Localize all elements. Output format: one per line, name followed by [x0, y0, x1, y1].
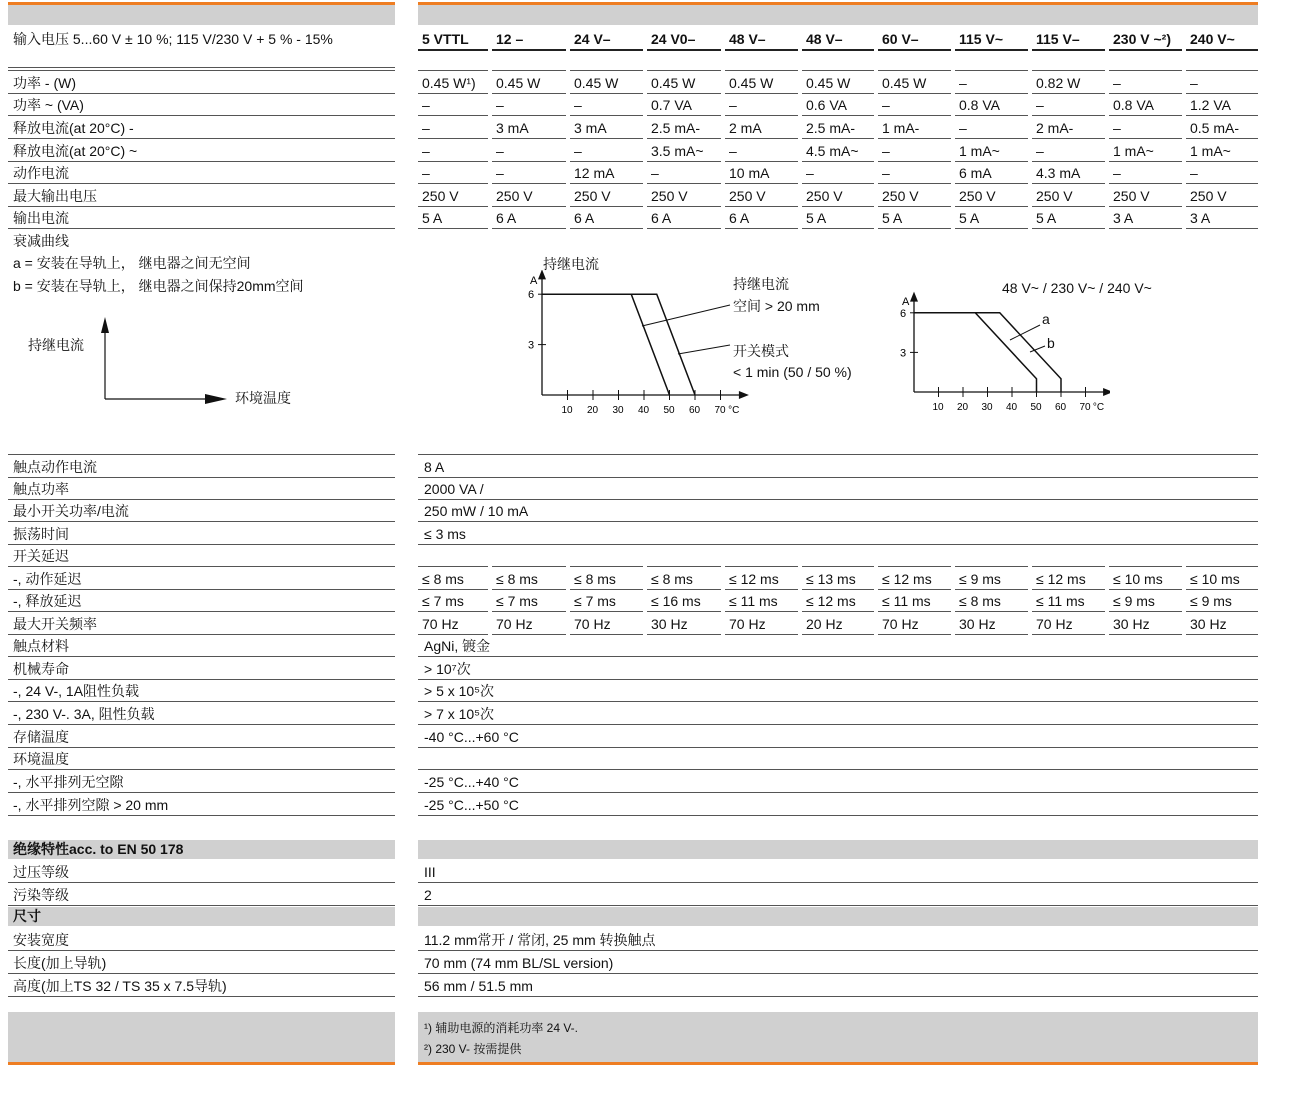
- spec-value: –: [878, 162, 951, 184]
- chart1-label-continuous: 持继电流: [733, 276, 789, 292]
- spec-value: 0.82 W: [1032, 72, 1105, 94]
- spec-value: –: [725, 94, 798, 116]
- x-tick-label: 40: [1006, 402, 1018, 413]
- switch-value: ≤ 8 ms: [570, 568, 643, 590]
- spec-value: 5 A: [1032, 207, 1105, 229]
- x-unit-label: °C: [1092, 402, 1105, 413]
- spec-value: –: [1186, 72, 1258, 94]
- header-spacer-cell: [492, 49, 566, 71]
- leader-line: [642, 305, 730, 326]
- spec-value: 5 A: [955, 207, 1028, 229]
- switch-value: ≤ 10 ms: [1186, 568, 1258, 590]
- spec-value: –: [955, 117, 1028, 139]
- voltage-header-cell: 48 V–: [802, 27, 874, 51]
- footer-bar-left: [8, 1012, 395, 1062]
- axis-x-legend: 环境温度: [235, 390, 291, 406]
- spec-value: –: [878, 94, 951, 116]
- voltage-header-cell: 60 V–: [878, 27, 951, 51]
- switch-value: ≤ 8 ms: [647, 568, 721, 590]
- x-tick-label: 30: [981, 402, 993, 413]
- spec-value: 0.45 W: [492, 72, 566, 94]
- y-tick-label: 6: [528, 289, 535, 302]
- spec-value: 5 A: [802, 207, 874, 229]
- switch-value: 70 Hz: [418, 613, 488, 635]
- spec-value: –: [570, 140, 643, 162]
- spec-value: 3 A: [1186, 207, 1258, 229]
- series-line: [914, 313, 1061, 392]
- axis-y-legend: 持继电流: [28, 337, 84, 353]
- y-tick-label: 3: [900, 347, 907, 360]
- contact-label: 触点功率: [8, 478, 395, 500]
- voltage-header-cell: 115 V~: [955, 27, 1028, 51]
- spec-value: 2 mA-: [1032, 117, 1105, 139]
- spec-label: 最大输出电压: [8, 185, 395, 207]
- spec-value: –: [1032, 94, 1105, 116]
- spec-value: 0.5 mA-: [1186, 117, 1258, 139]
- chart2-label-a: a: [1042, 311, 1050, 327]
- switch-value: ≤ 12 ms: [725, 568, 798, 590]
- x-axis-arrow: [739, 391, 749, 399]
- series-line: [542, 294, 670, 395]
- spec-value: 2 mA: [725, 117, 798, 139]
- footer-accent-left: [8, 1062, 395, 1065]
- y-tick-label: 3: [528, 339, 535, 352]
- switch-value: ≤ 9 ms: [955, 568, 1028, 590]
- switch-value: ≤ 16 ms: [647, 590, 721, 612]
- switch-delay-spacer-cell: [1186, 545, 1258, 567]
- y-axis-arrow: [910, 292, 918, 302]
- chart1-label-switching: 开关模式: [733, 343, 789, 359]
- derating-b-desc: b = 安装在导轨上， 继电器之间保持20mm空间: [13, 278, 304, 294]
- material-value: -25 °C...+50 °C: [418, 794, 1258, 816]
- switch-value: 70 Hz: [492, 613, 566, 635]
- switch-delay-spacer-cell: [725, 545, 798, 567]
- spec-value: –: [647, 162, 721, 184]
- material-label: -, 水平排列空隙 > 20 mm: [8, 794, 395, 816]
- switch-value: 30 Hz: [955, 613, 1028, 635]
- divider: [8, 70, 395, 71]
- voltage-header-cell: 240 V~: [1186, 27, 1258, 51]
- spec-value: 1 mA~: [955, 140, 1028, 162]
- spec-value: 3 mA: [570, 117, 643, 139]
- switch-value: ≤ 8 ms: [492, 568, 566, 590]
- derating-title: 衰减曲线: [13, 233, 69, 249]
- header-bar-left: [8, 5, 395, 25]
- switch-delay-spacer-cell: [878, 545, 951, 567]
- material-value: AgNi, 镀金: [418, 635, 1258, 657]
- switch-value: 70 Hz: [1032, 613, 1105, 635]
- switch-value: ≤ 7 ms: [492, 590, 566, 612]
- x-tick-label: 10: [561, 405, 573, 416]
- spec-value: 1 mA~: [1109, 140, 1182, 162]
- chart1-title: 持继电流: [543, 256, 599, 272]
- spec-value: 250 V: [1109, 185, 1182, 207]
- material-value: -25 °C...+40 °C: [418, 771, 1258, 793]
- material-value: -40 °C...+60 °C: [418, 726, 1258, 748]
- switch-value: ≤ 8 ms: [955, 590, 1028, 612]
- switch-value: ≤ 12 ms: [1032, 568, 1105, 590]
- switch-value: 20 Hz: [802, 613, 874, 635]
- spec-value: 3 A: [1109, 207, 1182, 229]
- switch-label: -, 释放延迟: [8, 590, 395, 612]
- spec-value: 250 V: [570, 185, 643, 207]
- header-spacer-cell: [725, 49, 798, 71]
- spec-value: 5 A: [418, 207, 488, 229]
- spec-value: 10 mA: [725, 162, 798, 184]
- spec-value: 3.5 mA~: [647, 140, 721, 162]
- voltage-header-cell: 48 V–: [725, 27, 798, 51]
- spec-value: –: [955, 72, 1028, 94]
- switch-delay-spacer-cell: [802, 545, 874, 567]
- chart1-label-spacing: 空间 > 20 mm: [733, 298, 820, 314]
- input-voltage-label: 输入电压 5...60 V ± 10 %; 115 V/230 V + 5 % - 15%: [8, 28, 395, 68]
- x-axis-arrow: [1103, 388, 1110, 396]
- derating-a-desc: a = 安装在导轨上， 继电器之间无空间: [13, 255, 251, 271]
- spec-value: –: [1032, 140, 1105, 162]
- dimension-value: 56 mm / 51.5 mm: [418, 975, 1258, 997]
- spec-value: –: [878, 140, 951, 162]
- voltage-header-cell: 230 V ~²): [1109, 27, 1182, 51]
- x-unit-label: °C: [728, 405, 740, 416]
- switch-delay-spacer-cell: [647, 545, 721, 567]
- spec-value: 0.8 VA: [955, 94, 1028, 116]
- footer-accent-right: [418, 1062, 1258, 1065]
- spec-value: 250 V: [492, 185, 566, 207]
- header-spacer-cell: [1032, 49, 1105, 71]
- switch-value: ≤ 12 ms: [878, 568, 951, 590]
- dimension-value: 11.2 mm常开 / 常闭, 25 mm 转换触点: [418, 929, 1258, 951]
- spec-value: 3 mA: [492, 117, 566, 139]
- spec-value: 0.45 W: [878, 72, 951, 94]
- spec-value: –: [1109, 72, 1182, 94]
- insulation-value: III: [418, 861, 1258, 883]
- spec-value: –: [570, 94, 643, 116]
- material-label: 环境温度: [8, 748, 395, 770]
- switch-delay-spacer-cell: [418, 545, 488, 567]
- insulation-value: 2: [418, 884, 1258, 906]
- spec-value: 0.45 W: [802, 72, 874, 94]
- spec-value: 250 V: [802, 185, 874, 207]
- contact-label: 振荡时间: [8, 523, 395, 545]
- switch-label: -, 动作延迟: [8, 568, 395, 590]
- spec-value: 0.45 W¹): [418, 72, 488, 94]
- spec-value: 12 mA: [570, 162, 643, 184]
- switch-value: 30 Hz: [647, 613, 721, 635]
- series-line: [914, 313, 1037, 392]
- spec-value: 6 A: [647, 207, 721, 229]
- spec-label: 释放电流(at 20°C) -: [8, 117, 395, 139]
- spec-value: 250 V: [725, 185, 798, 207]
- voltage-header-cell: 24 V–: [570, 27, 643, 51]
- switch-value: ≤ 10 ms: [1109, 568, 1182, 590]
- footnote-2: ²) 230 V- 按需提供: [424, 1042, 522, 1056]
- dimension-label: 高度(加上TS 32 / TS 35 x 7.5导轨): [8, 975, 395, 997]
- spec-value: –: [802, 162, 874, 184]
- dimension-label: 安装宽度: [8, 929, 395, 951]
- spec-label: 输出电流: [8, 207, 395, 229]
- contact-value: 2000 VA /: [418, 478, 1258, 500]
- dimensions-bar-right: [418, 907, 1258, 926]
- spec-value: 6 A: [725, 207, 798, 229]
- voltage-header-cell: 24 V0–: [647, 27, 721, 51]
- voltage-header-cell: 115 V–: [1032, 27, 1105, 51]
- leader-line: [678, 345, 730, 354]
- switch-value: 70 Hz: [725, 613, 798, 635]
- spec-value: –: [1186, 162, 1258, 184]
- material-value: [418, 748, 1258, 770]
- divider: [8, 454, 395, 455]
- spec-value: 0.8 VA: [1109, 94, 1182, 116]
- spec-label: 释放电流(at 20°C) ~: [8, 140, 395, 162]
- chart2-title: 48 V~ / 230 V~ / 240 V~: [1002, 280, 1152, 296]
- header-spacer-cell: [647, 49, 721, 71]
- switch-value: ≤ 9 ms: [1186, 590, 1258, 612]
- switch-value: ≤ 9 ms: [1109, 590, 1182, 612]
- switch-delay-spacer-cell: [570, 545, 643, 567]
- voltage-header-cell: 5 VTTL: [418, 27, 488, 51]
- leader-line: [1010, 325, 1040, 340]
- spec-value: 250 V: [418, 185, 488, 207]
- x-tick-label: 20: [587, 405, 599, 416]
- spec-value: 6 mA: [955, 162, 1028, 184]
- material-label: -, 24 V-, 1A阻性负载: [8, 680, 395, 702]
- x-tick-label: 40: [638, 405, 650, 416]
- dimensions-title: 尺寸: [13, 908, 41, 924]
- switch-value: ≤ 8 ms: [418, 568, 488, 590]
- spec-value: 0.7 VA: [647, 94, 721, 116]
- contact-value: ≤ 3 ms: [418, 523, 1258, 545]
- derating-chart-1: [520, 270, 750, 430]
- y-unit-label: A: [530, 275, 538, 288]
- material-label: -, 230 V-. 3A, 阻性负载: [8, 703, 395, 725]
- header-spacer-cell: [955, 49, 1028, 71]
- spec-value: 0.45 W: [647, 72, 721, 94]
- spec-value: 250 V: [878, 185, 951, 207]
- material-label: 机械寿命: [8, 658, 395, 680]
- material-label: 存储温度: [8, 726, 395, 748]
- switch-value: ≤ 11 ms: [1032, 590, 1105, 612]
- axis-legend-graphic: [95, 315, 235, 410]
- switch-value: ≤ 12 ms: [802, 590, 874, 612]
- spec-value: 1.2 VA: [1186, 94, 1258, 116]
- spec-label: 功率 - (W): [8, 72, 395, 94]
- footnote-1: ¹) 辅助电源的消耗功率 24 V-.: [424, 1021, 579, 1035]
- x-tick-label: 30: [612, 405, 624, 416]
- x-tick-label: 20: [957, 402, 969, 413]
- spec-value: 0.6 VA: [802, 94, 874, 116]
- series-line: [542, 294, 695, 395]
- chart1-label-duty: < 1 min (50 / 50 %): [733, 364, 852, 380]
- spec-value: –: [492, 162, 566, 184]
- contact-label: 最小开关功率/电流: [8, 500, 395, 522]
- spec-value: 250 V: [647, 185, 721, 207]
- dimension-value: 70 mm (74 mm BL/SL version): [418, 952, 1258, 974]
- spec-value: 0.45 W: [725, 72, 798, 94]
- contact-value: 8 A: [418, 456, 1258, 478]
- spec-value: 250 V: [955, 185, 1028, 207]
- spec-value: 6 A: [570, 207, 643, 229]
- insulation-title: 绝缘特性acc. to EN 50 178: [13, 841, 184, 857]
- insulation-bar-right: [418, 840, 1258, 859]
- switch-value: 30 Hz: [1186, 613, 1258, 635]
- material-value: > 10⁷次: [418, 658, 1258, 680]
- spec-value: 2.5 mA-: [647, 117, 721, 139]
- material-label: -, 水平排列无空隙: [8, 771, 395, 793]
- header-spacer-cell: [570, 49, 643, 71]
- switch-delay-spacer-cell: [1109, 545, 1182, 567]
- header-spacer-cell: [418, 49, 488, 71]
- dimension-label: 长度(加上导轨): [8, 952, 395, 974]
- material-value: > 7 x 10⁵次: [418, 703, 1258, 725]
- spec-value: 2.5 mA-: [802, 117, 874, 139]
- switch-value: 70 Hz: [570, 613, 643, 635]
- switch-label: 最大开关频率: [8, 613, 395, 635]
- spec-value: –: [1109, 162, 1182, 184]
- switch-value: ≤ 11 ms: [878, 590, 951, 612]
- voltage-header-cell: 12 –: [492, 27, 566, 51]
- spec-value: 250 V: [1032, 185, 1105, 207]
- header-bar-right: [418, 5, 1258, 25]
- chart2-label-b: b: [1047, 335, 1055, 351]
- switch-value: 70 Hz: [878, 613, 951, 635]
- insulation-label: 过压等级: [8, 861, 395, 883]
- switch-delay-spacer-cell: [492, 545, 566, 567]
- y-unit-label: A: [902, 295, 910, 308]
- spec-value: –: [492, 140, 566, 162]
- x-tick-label: 60: [1055, 402, 1067, 413]
- material-label: 触点材料: [8, 635, 395, 657]
- contact-value: 250 mW / 10 mA: [418, 500, 1258, 522]
- spec-value: 0.45 W: [570, 72, 643, 94]
- x-tick-label: 10: [932, 402, 944, 413]
- switch-value: ≤ 7 ms: [418, 590, 488, 612]
- spec-label: 功率 ~ (VA): [8, 94, 395, 116]
- x-tick-label: 70: [714, 405, 726, 416]
- divider: [418, 454, 1258, 455]
- spec-value: 1 mA-: [878, 117, 951, 139]
- switch-delay-spacer-cell: [955, 545, 1028, 567]
- x-tick-label: 50: [663, 405, 675, 416]
- header-spacer-cell: [1109, 49, 1182, 71]
- spec-value: –: [418, 162, 488, 184]
- x-tick-label: 70: [1079, 402, 1091, 413]
- switch-value: ≤ 7 ms: [570, 590, 643, 612]
- switch-value: 30 Hz: [1109, 613, 1182, 635]
- material-value: > 5 x 10⁵次: [418, 680, 1258, 702]
- spec-value: 250 V: [1186, 185, 1258, 207]
- x-tick-label: 60: [689, 405, 701, 416]
- spec-label: 动作电流: [8, 162, 395, 184]
- contact-label: 触点动作电流: [8, 456, 395, 478]
- insulation-label: 污染等级: [8, 884, 395, 906]
- spec-value: 6 A: [492, 207, 566, 229]
- spec-value: –: [418, 117, 488, 139]
- header-spacer-cell: [802, 49, 874, 71]
- spec-value: 4.3 mA: [1032, 162, 1105, 184]
- switch-delay-label: 开关延迟: [8, 545, 395, 567]
- spec-value: 1 mA~: [1186, 140, 1258, 162]
- spec-value: –: [725, 140, 798, 162]
- spec-value: –: [418, 140, 488, 162]
- x-tick-label: 50: [1030, 402, 1042, 413]
- spec-value: –: [1109, 117, 1182, 139]
- header-spacer-cell: [878, 49, 951, 71]
- dimensions-bar-left: [8, 907, 395, 926]
- switch-value: ≤ 11 ms: [725, 590, 798, 612]
- y-axis-arrow: [538, 270, 546, 279]
- switch-delay-spacer-cell: [1032, 545, 1105, 567]
- derating-chart-2: [890, 280, 1110, 415]
- spec-value: 4.5 mA~: [802, 140, 874, 162]
- y-tick-label: 6: [900, 307, 907, 320]
- spec-value: –: [492, 94, 566, 116]
- spec-value: –: [418, 94, 488, 116]
- spec-value: 5 A: [878, 207, 951, 229]
- switch-value: ≤ 13 ms: [802, 568, 874, 590]
- header-spacer-cell: [1186, 49, 1258, 71]
